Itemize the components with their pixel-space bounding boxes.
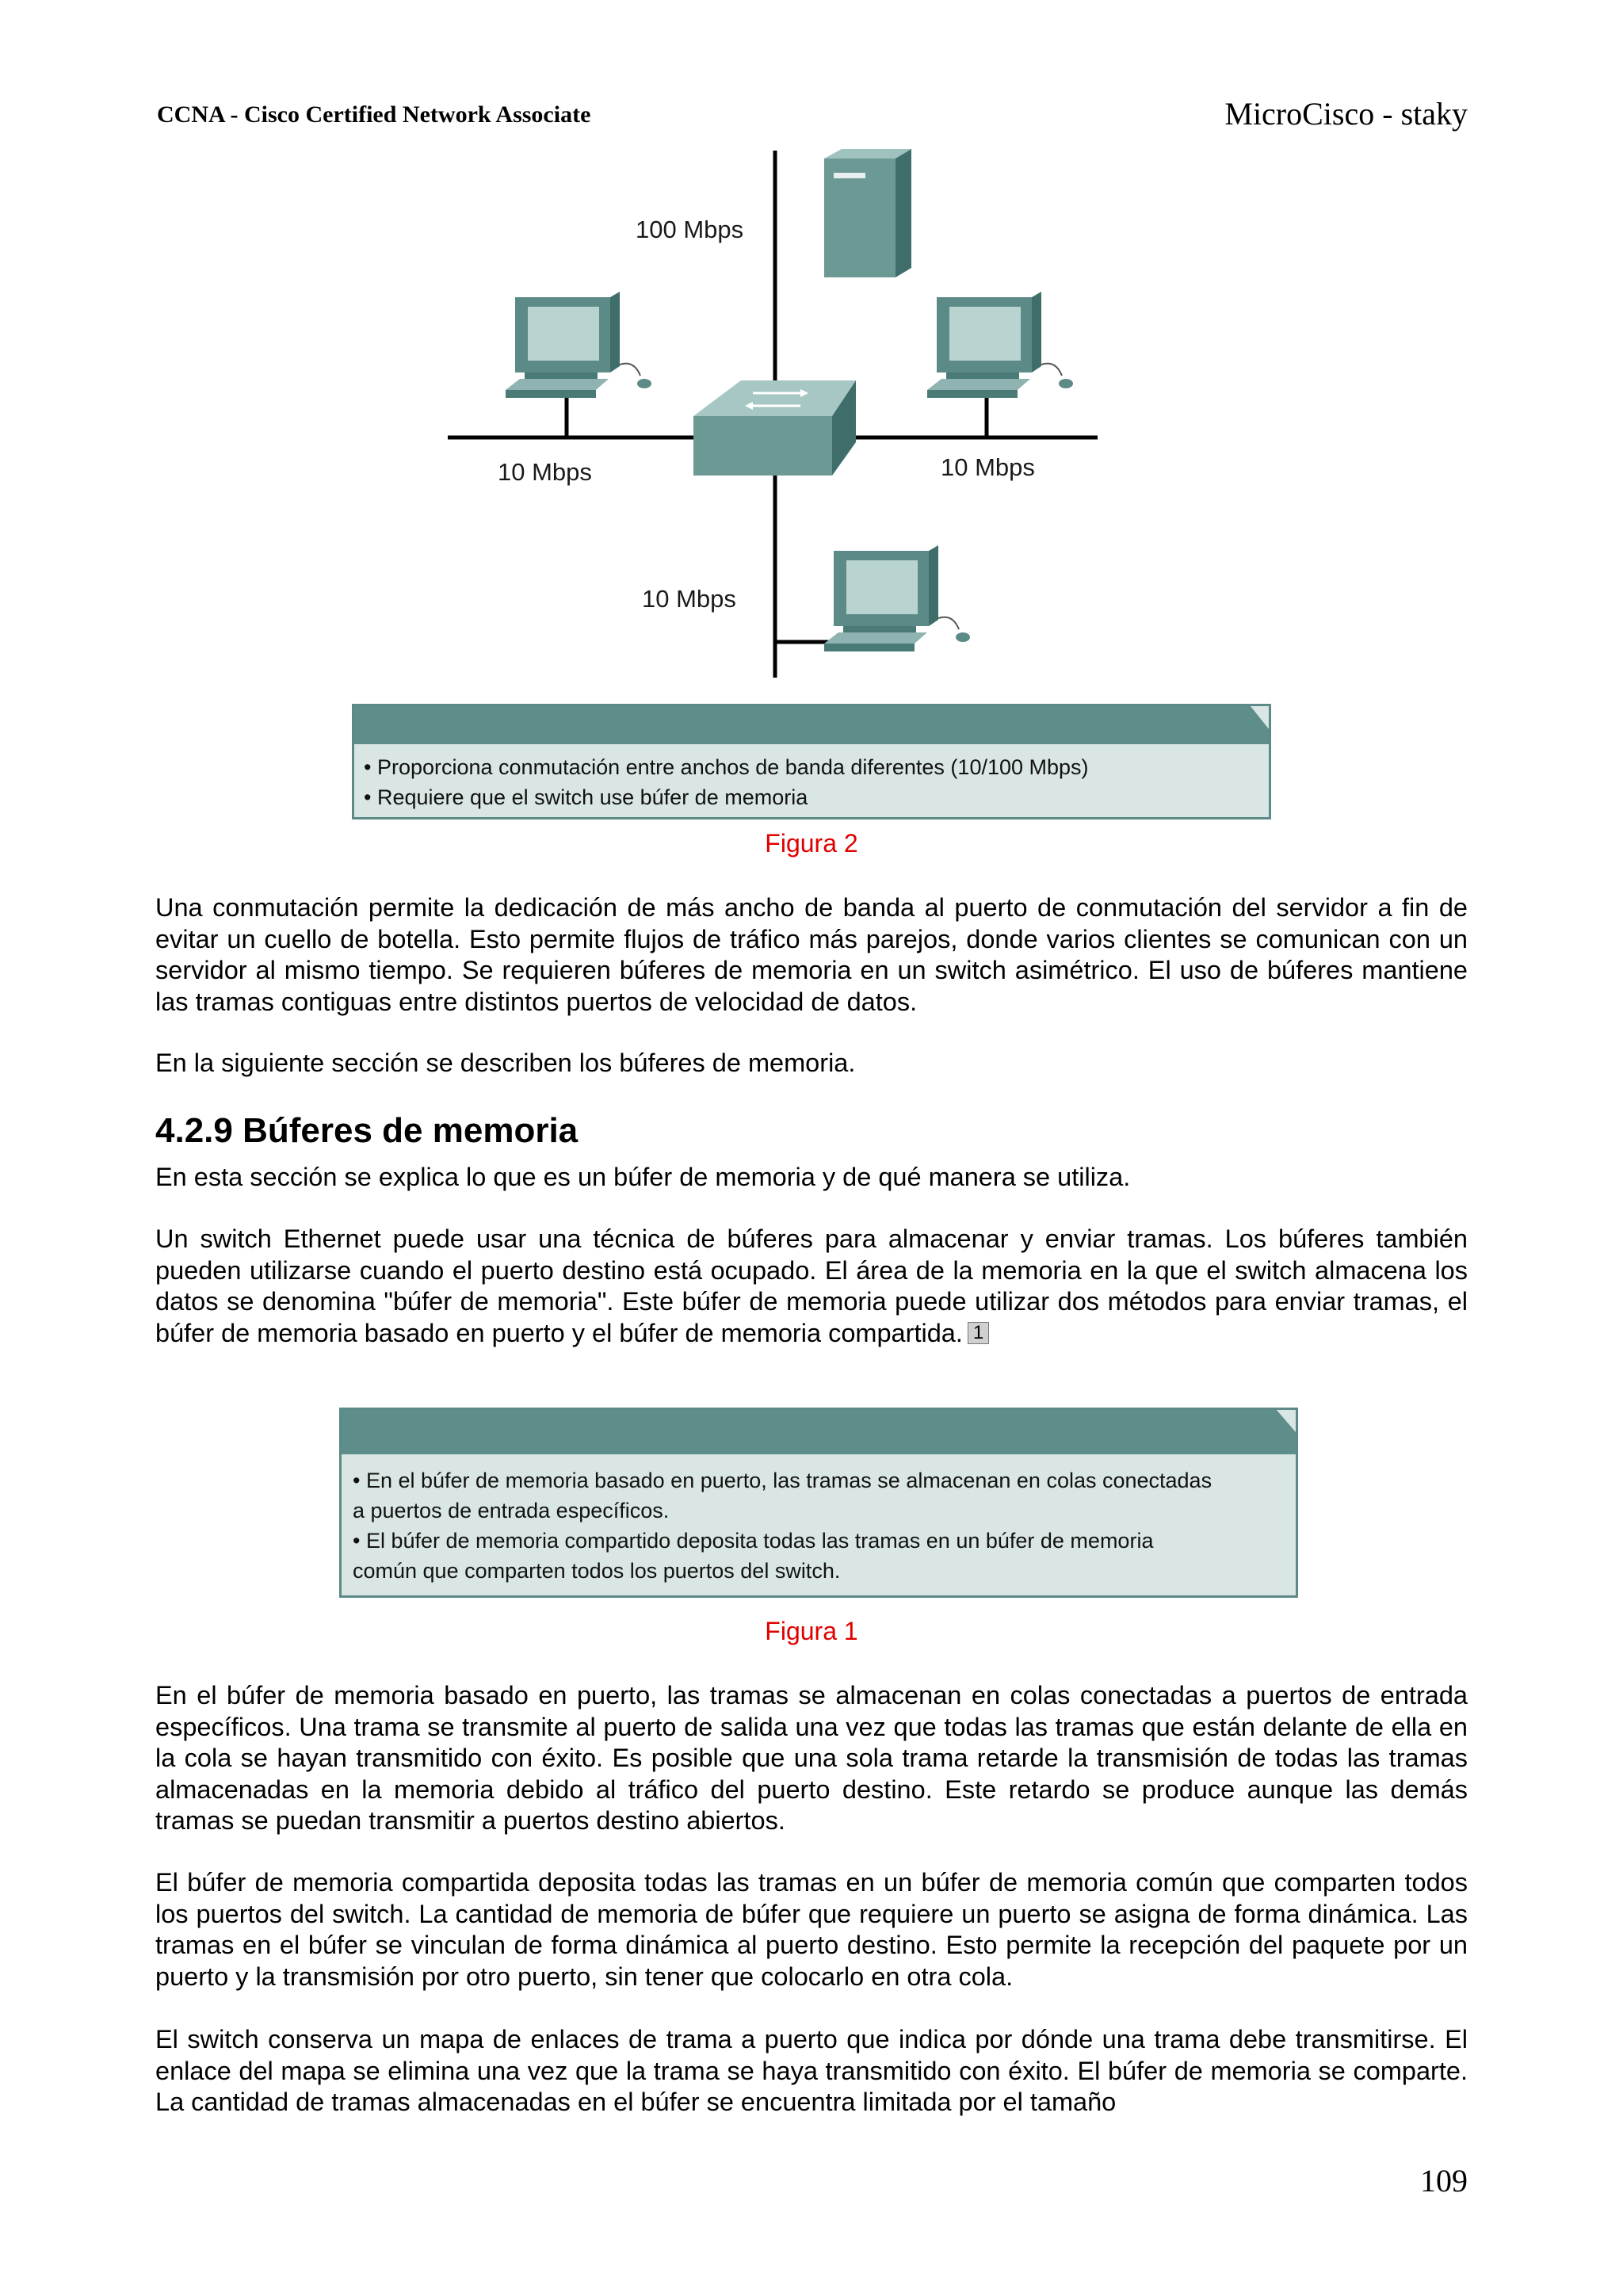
figure-2-bullet-2: • Requiere que el switch use búfer de memoria: [364, 785, 808, 809]
figure-1-caption: Figura 1: [765, 1617, 858, 1645]
switch-icon: [693, 380, 856, 476]
figure-2-bullet-1: • Proporciona conmutación entre anchos de banda diferentes (10/100 Mbps): [364, 755, 1089, 779]
paragraph-asymmetric-switching: Una conmutación permite la dedicación de más ancho de banda al puerto de conmutación del servidor a fin de evitar un cuello de botella. Esto permite flujos de tráfico más parejos, donde varios clientes se comunican con un servidor al mismo tiempo. Se requieren búferes de memoria en un switch asimétrico. El uso de búferes mantiene las tramas contiguas entre distintos puertos de velocidad de datos.: [155, 893, 1468, 1016]
server-speed-label: 100 Mbps: [636, 216, 744, 243]
page-number: 109: [1420, 2163, 1468, 2199]
figure-1-line-1: • En el búfer de memoria basado en puerto, las tramas se almacenan en colas conectadas: [353, 1469, 1212, 1492]
figure-1-line-2: a puertos de entrada específicos.: [353, 1499, 670, 1522]
section-heading: 4.2.9 Búferes de memoria: [155, 1111, 579, 1150]
left-computer-icon: [506, 292, 651, 398]
figure-1-reference-link[interactable]: 1: [968, 1322, 989, 1344]
server-icon: [824, 149, 911, 277]
info-box-header-bar: [342, 1410, 1296, 1454]
paragraph-buffer-techniques: [155, 1224, 1468, 1349]
paragraph-port-based-buffer: En el búfer de memoria basado en puerto, las tramas se almacenan en colas conectadas a puertos de entrada específicos. Una trama se transmite al puerto de salida una vez que todas las tramas que están delante de ella en la cola se hayan transmitido con éxito. Es posible que una sola trama retarde la transmisión de todas las tramas almacenadas en la memoria debido al tráfico del puerto destino. Este retardo se produce aunque las demás tramas se puedan transmitir a puertos destino abiertos.: [155, 1681, 1468, 1835]
paragraph-section-intro: En esta sección se explica lo que es un búfer de memoria y de qué manera se utiliza.: [155, 1163, 1131, 1191]
header-title: CCNA - Cisco Certified Network Associate: [157, 101, 591, 128]
right-computer-icon: [927, 292, 1073, 398]
figure-2-caption: Figura 2: [765, 829, 858, 858]
bottom-speed-label: 10 Mbps: [642, 585, 736, 613]
paragraph-shared-buffer: El búfer de memoria compartida deposita todas las tramas en un búfer de memoria común que comparten todos los puertos del switch. La cantidad de memoria de búfer que requiere un puerto se asigna de forma dinámica. Las tramas en el búfer se vinculan de forma dinámica al puerto destino. Esto permite la recepción del paquete por un puerto y la transmisión por otro puerto, sin tener que colocarlo en otra cola.: [155, 1868, 1468, 1991]
bottom-computer-icon: [824, 545, 970, 651]
paragraph-frame-port-map: El switch conserva un mapa de enlaces de trama a puerto que indica por dónde una trama debe transmitirse. El enlace del mapa se elimina una vez que la trama se haya transmitido con éxito. El búfer de memoria se comparte. La cantidad de tramas almacenadas en el búfer se encuentra limitada por el tamaño: [155, 2025, 1468, 2116]
figure-1-info-box: [339, 1408, 1298, 1598]
paragraph-buffer-techniques-text: Un switch Ethernet puede usar una técnica de búferes para almacenar y enviar tramas. Los búferes también pueden utilizarse cuando el puerto destino está ocupado. El área de la memoria en la que el switch almacena los datos se denomina "búfer de memoria". Este búfer de memoria puede utilizar dos métodos para enviar tramas, el búfer de memoria basado en puerto y el búfer de memoria compartida.: [155, 1224, 1468, 1347]
info-box-header-bar: [354, 706, 1269, 744]
figure-1-line-3: • El búfer de memoria compartido deposita todas las tramas en un búfer de memoria: [353, 1529, 1154, 1553]
figure-2-info-box: [352, 704, 1271, 819]
header-author: MicroCisco - staky: [1224, 96, 1468, 132]
figure-1-line-4: común que comparten todos los puertos del switch.: [353, 1559, 841, 1583]
paragraph-next-section: En la siguiente sección se describen los búferes de memoria.: [155, 1049, 856, 1077]
right-speed-label: 10 Mbps: [941, 453, 1035, 481]
left-speed-label: 10 Mbps: [498, 458, 592, 486]
